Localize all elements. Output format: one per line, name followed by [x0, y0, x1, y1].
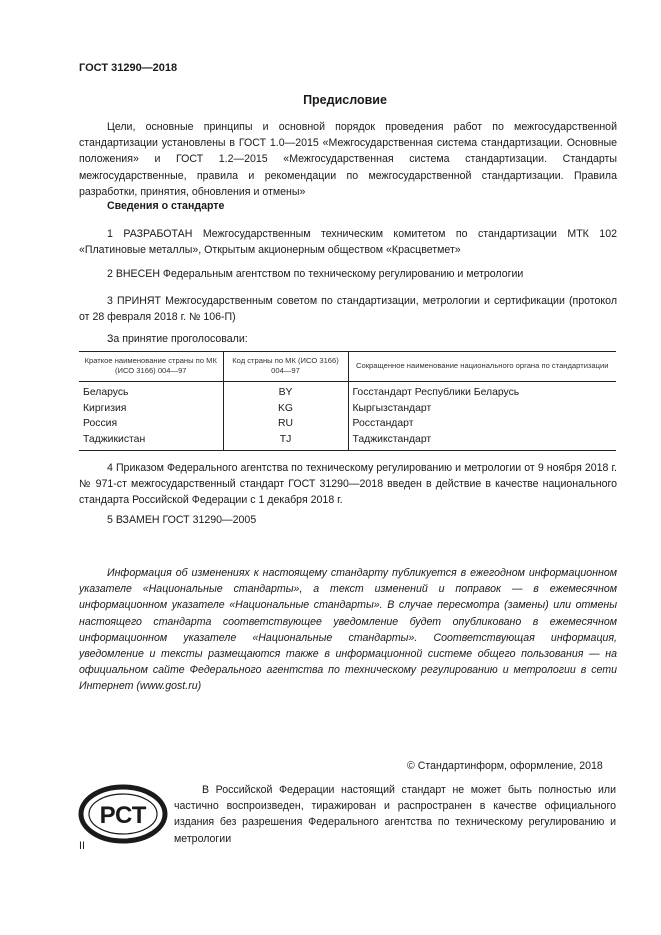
agency-name: Госстандарт Республики Беларусь [348, 382, 616, 401]
header-country: Краткое наименование страны по МК (ИСО 3166) 004—97 [79, 352, 223, 382]
item-replaces: 5 ВЗАМЕН ГОСТ 31290—2005 [107, 514, 257, 526]
item-introduced: 2 ВНЕСЕН Федеральным агентством по техническому регулированию и метрологии [107, 268, 524, 280]
table-row [79, 432, 616, 451]
page-number: II [79, 840, 85, 852]
rst-logo-icon [78, 784, 168, 844]
agency-name: Росстандарт [348, 416, 616, 432]
voting-states-table [79, 351, 616, 451]
item-adopted: 3 ПРИНЯТ Межгосударственным советом по стандартизации, метрологии и сертификации (протокол от 28 февраля 2018 г. № 106-П) [79, 295, 617, 324]
country-name: Россия [83, 418, 118, 430]
country-code: RU [223, 416, 348, 432]
rst-logo-text: РСТ [99, 802, 147, 829]
table-row [79, 401, 616, 417]
rst-mark-logo [78, 784, 168, 844]
section-title: Предисловие [303, 93, 387, 107]
country-code: KG [223, 401, 348, 417]
changes-notice: Информация об изменениях к настоящему стандарту публикуется в ежегодном информационном указателе «Национальные стандарты», а текст изменений и поправок — в ежемесячном информационном указателе «Национальные стандарты». В случае пересмотра (замены) или отмены настоящего стандарта соответствующее уведомление будет опубликовано в ежемесячном информационном указателе «Национальные стандарты». Соответствующая информация, уведомление и тексты размещаются также в информационной системе общего пользования — на официальном сайте Федерального агентства по техническому регулированию и метрологии в сети Интернет (www.gost.ru) [79, 567, 617, 693]
intro-paragraph: Цели, основные принципы и основной порядок проведения работ по межгосударственной стандартизации установлены в ГОСТ 1.0—2015 «Межгосударственная система стандартизации. Основные положения» и ГОСТ 1.2—2015 «Межгосударственная система стандартизации. Стандарты межгосударственные, правила и рекомендации по межгосударственной стандартизации. Правила разработки, принятия, обновления и отмены» [79, 121, 617, 198]
document-code: ГОСТ 31290—2018 [79, 62, 178, 74]
country-name: Беларусь [83, 387, 129, 399]
country-code: BY [223, 382, 348, 401]
country-code: TJ [223, 432, 348, 451]
item-developed: 1 РАЗРАБОТАН Межгосударственным техническим комитетом по стандартизации МТК 102 «Платиновые металлы», Открытым акционерным обществом «Красцветмет» [79, 228, 617, 257]
reproduction-notice: В Российской Федерации настоящий стандарт не может быть полностью или частично воспроизведен, тиражирован и распространен в качестве официального издания без разрешения Федерального агентства по техническому регулированию и метрологии [174, 784, 616, 845]
voted-label: За принятие проголосовали: [107, 333, 248, 345]
standard-info-heading: Сведения о стандарте [107, 200, 225, 212]
header-agency: Сокращенное наименование национального органа по стандартизации [348, 352, 616, 382]
header-code: Код страны по МК (ИСО 3166) 004—97 [223, 352, 348, 382]
item-enacted: 4 Приказом Федерального агентства по техническому регулированию и метрологии от 9 ноября 2018 г. № 971-ст межгосударственный стандарт ГОСТ 31290—2018 введен в действие в качестве национального стандарта Российской Федерации с 1 декабря 2018 г. [79, 462, 617, 507]
table-row [79, 382, 616, 401]
agency-name: Таджикстандарт [348, 432, 616, 451]
agency-name: Кыргызстандарт [348, 401, 616, 417]
country-name: Таджикистан [79, 432, 223, 451]
copyright-line: © Стандартинформ, оформление, 2018 [407, 760, 603, 772]
country-name: Киргизия [83, 402, 127, 414]
table-row [79, 416, 616, 432]
table-header-row [79, 352, 616, 382]
